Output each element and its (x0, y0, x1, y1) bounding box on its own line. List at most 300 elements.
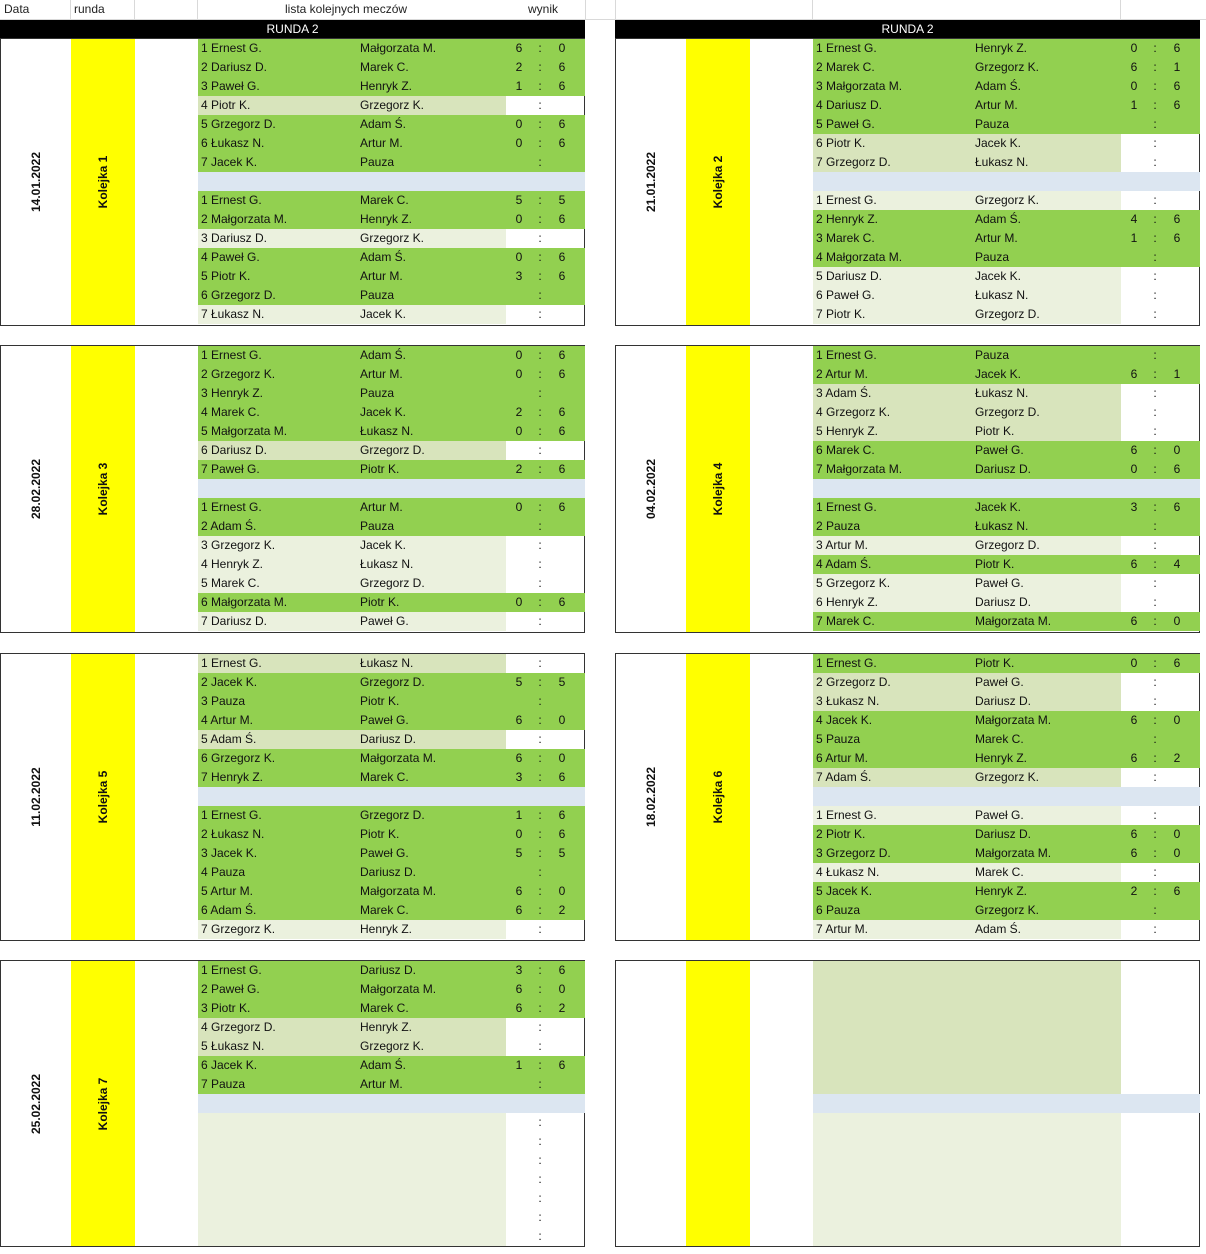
score-1[interactable]: 0 (515, 136, 523, 150)
match-row[interactable] (198, 961, 585, 980)
score-1[interactable]: 0 (515, 367, 523, 381)
match-row[interactable] (198, 999, 585, 1018)
match-row[interactable] (813, 441, 1200, 460)
score-2[interactable] (546, 612, 578, 631)
match-row[interactable] (813, 749, 1200, 768)
match-row[interactable] (813, 574, 1200, 593)
score-1[interactable] (504, 555, 534, 574)
score-1[interactable] (1119, 730, 1149, 749)
score-2[interactable] (1161, 920, 1193, 939)
score-2[interactable]: 6 (558, 348, 566, 362)
score-2[interactable]: 2 (1173, 751, 1181, 765)
score-1[interactable] (1119, 134, 1149, 153)
score-1[interactable]: 6 (1130, 557, 1138, 571)
match-row[interactable] (198, 1189, 585, 1208)
score-1[interactable]: 0 (1130, 462, 1138, 476)
score-1[interactable]: 6 (1130, 846, 1138, 860)
score-2[interactable] (1161, 384, 1193, 403)
score-1[interactable] (1119, 517, 1149, 536)
score-1[interactable] (504, 96, 534, 115)
score-2[interactable] (1161, 806, 1193, 825)
score-1[interactable]: 0 (1130, 79, 1138, 93)
score-1[interactable] (1119, 267, 1149, 286)
score-2[interactable] (1161, 692, 1193, 711)
score-1[interactable] (1119, 248, 1149, 267)
match-row[interactable] (198, 39, 585, 58)
score-1[interactable]: 6 (515, 884, 523, 898)
score-1[interactable]: 0 (515, 348, 523, 362)
score-1[interactable] (504, 1018, 534, 1037)
score-2[interactable] (546, 517, 578, 536)
score-1[interactable]: 2 (515, 462, 523, 476)
match-row[interactable] (198, 134, 585, 153)
score-1[interactable] (504, 229, 534, 248)
score-1[interactable]: 6 (1130, 827, 1138, 841)
score-2[interactable]: 0 (1173, 614, 1181, 628)
score-1[interactable]: 5 (515, 846, 523, 860)
score-1[interactable]: 3 (515, 269, 523, 283)
match-row[interactable] (198, 1227, 585, 1246)
score-2[interactable] (546, 536, 578, 555)
score-2[interactable] (546, 863, 578, 882)
score-2[interactable]: 6 (1173, 231, 1181, 245)
score-1[interactable] (504, 1170, 534, 1189)
match-row[interactable] (813, 555, 1200, 574)
score-1[interactable] (504, 1227, 534, 1246)
score-2[interactable] (546, 1113, 578, 1132)
score-1[interactable]: 5 (515, 675, 523, 689)
player-1: 6 Piotr K. (816, 136, 866, 150)
match-row[interactable] (198, 1132, 585, 1151)
score-1[interactable] (1119, 768, 1149, 787)
match-row[interactable] (198, 346, 585, 365)
score-2[interactable] (546, 1132, 578, 1151)
score-1[interactable] (504, 305, 534, 324)
score-1[interactable]: 6 (515, 1001, 523, 1015)
score-2[interactable] (1161, 574, 1193, 593)
match-row[interactable] (813, 920, 1200, 939)
score-2[interactable] (1161, 305, 1193, 324)
score-2[interactable]: 6 (558, 1058, 566, 1072)
score-2[interactable] (1161, 267, 1193, 286)
score-1[interactable] (1119, 346, 1149, 365)
score-2[interactable]: 6 (1173, 500, 1181, 514)
score-2[interactable]: 6 (558, 500, 566, 514)
score-2[interactable]: 0 (558, 41, 566, 55)
match-row[interactable] (198, 498, 585, 517)
score-2[interactable] (1161, 153, 1193, 172)
score-2[interactable]: 6 (1173, 462, 1181, 476)
match-row[interactable] (198, 441, 585, 460)
score-2[interactable]: 0 (558, 884, 566, 898)
score-1[interactable] (1119, 536, 1149, 555)
match-row[interactable] (198, 1151, 585, 1170)
score-2[interactable]: 5 (558, 193, 566, 207)
score-1[interactable] (504, 1151, 534, 1170)
score-1[interactable] (1119, 673, 1149, 692)
score-1[interactable] (1119, 305, 1149, 324)
match-row[interactable] (198, 384, 585, 403)
score-1[interactable]: 6 (1130, 614, 1138, 628)
score-1[interactable] (504, 286, 534, 305)
score-2[interactable]: 6 (1173, 656, 1181, 670)
score-2[interactable]: 5 (558, 675, 566, 689)
score-1[interactable]: 0 (515, 595, 523, 609)
score-2[interactable] (546, 1227, 578, 1246)
score-2[interactable] (546, 555, 578, 574)
score-1[interactable] (1119, 153, 1149, 172)
match-row[interactable] (813, 844, 1200, 863)
score-1[interactable] (504, 153, 534, 172)
score-1[interactable]: 5 (515, 193, 523, 207)
score-2[interactable] (1161, 593, 1193, 612)
match-row[interactable] (813, 210, 1200, 229)
match-row[interactable] (813, 593, 1200, 612)
score-1[interactable] (504, 730, 534, 749)
match-row[interactable] (813, 612, 1200, 631)
score-2[interactable]: 4 (1173, 557, 1181, 571)
match-row[interactable] (198, 555, 585, 574)
score-2[interactable]: 0 (558, 751, 566, 765)
score-1[interactable]: 6 (515, 713, 523, 727)
score-2[interactable]: 2 (558, 903, 566, 917)
score-1[interactable] (1119, 574, 1149, 593)
score-2[interactable]: 6 (558, 963, 566, 977)
score-1[interactable] (504, 1037, 534, 1056)
score-2[interactable]: 6 (558, 595, 566, 609)
match-row[interactable] (198, 882, 585, 901)
score-2[interactable] (546, 96, 578, 115)
score-2[interactable]: 0 (558, 713, 566, 727)
score-2[interactable] (546, 1170, 578, 1189)
match-row[interactable] (198, 768, 585, 787)
match-row[interactable] (198, 711, 585, 730)
match-row[interactable] (813, 692, 1200, 711)
score-separator: : (1153, 732, 1157, 746)
score-1[interactable] (504, 612, 534, 631)
match-row[interactable] (198, 1018, 585, 1037)
score-1[interactable]: 0 (515, 212, 523, 226)
match-row[interactable] (813, 825, 1200, 844)
score-1[interactable] (504, 1208, 534, 1227)
score-2[interactable] (546, 384, 578, 403)
match-row[interactable] (198, 229, 585, 248)
score-1[interactable] (504, 384, 534, 403)
score-1[interactable]: 6 (515, 41, 523, 55)
match-row[interactable] (813, 654, 1200, 673)
match-row[interactable] (198, 1113, 585, 1132)
score-1[interactable]: 1 (515, 808, 523, 822)
score-2[interactable]: 6 (1173, 79, 1181, 93)
score-1[interactable] (1119, 806, 1149, 825)
score-1[interactable]: 0 (515, 424, 523, 438)
score-1[interactable] (1119, 115, 1149, 134)
score-2[interactable]: 6 (558, 212, 566, 226)
score-2[interactable]: 6 (1173, 212, 1181, 226)
score-1[interactable]: 0 (515, 500, 523, 514)
match-row[interactable] (198, 115, 585, 134)
score-2[interactable] (1161, 863, 1193, 882)
match-row[interactable] (198, 593, 585, 612)
score-1[interactable]: 6 (1130, 60, 1138, 74)
score-2[interactable] (546, 920, 578, 939)
match-row[interactable] (813, 58, 1200, 77)
match-row[interactable] (813, 517, 1200, 536)
score-2[interactable] (546, 441, 578, 460)
score-1[interactable]: 1 (1130, 231, 1138, 245)
match-row[interactable] (813, 115, 1200, 134)
score-1[interactable]: 6 (1130, 751, 1138, 765)
match-row[interactable] (813, 153, 1200, 172)
score-1[interactable] (504, 1189, 534, 1208)
score-1[interactable] (1119, 403, 1149, 422)
match-row[interactable] (198, 844, 585, 863)
score-1[interactable]: 0 (1130, 41, 1138, 55)
match-row[interactable] (198, 920, 585, 939)
score-2[interactable]: 6 (558, 250, 566, 264)
score-1[interactable] (504, 1132, 534, 1151)
score-1[interactable] (1119, 422, 1149, 441)
match-cells (198, 749, 585, 768)
score-1[interactable] (1119, 593, 1149, 612)
score-2[interactable]: 6 (558, 462, 566, 476)
score-1[interactable] (1119, 384, 1149, 403)
score-1[interactable]: 0 (515, 117, 523, 131)
score-1[interactable]: 2 (515, 405, 523, 419)
score-2[interactable]: 6 (558, 808, 566, 822)
score-2[interactable] (546, 692, 578, 711)
match-row[interactable] (198, 654, 585, 673)
score-1[interactable]: 3 (515, 963, 523, 977)
match-row[interactable] (813, 673, 1200, 692)
match-row[interactable] (813, 806, 1200, 825)
match-row[interactable] (813, 460, 1200, 479)
match-row[interactable] (198, 749, 585, 768)
match-row[interactable] (198, 517, 585, 536)
match-row[interactable] (198, 692, 585, 711)
score-2[interactable] (546, 305, 578, 324)
match-row[interactable] (813, 498, 1200, 517)
match-row[interactable] (813, 229, 1200, 248)
score-2[interactable] (546, 1018, 578, 1037)
match-row[interactable] (813, 305, 1200, 324)
score-2[interactable]: 6 (558, 79, 566, 93)
score-2[interactable]: 5 (558, 846, 566, 860)
score-2[interactable] (546, 153, 578, 172)
score-1[interactable]: 3 (515, 770, 523, 784)
match-row[interactable] (813, 768, 1200, 787)
score-2[interactable] (1161, 403, 1193, 422)
score-2[interactable] (546, 1151, 578, 1170)
score-2[interactable]: 6 (558, 405, 566, 419)
score-2[interactable]: 2 (558, 1001, 566, 1015)
score-2[interactable] (546, 654, 578, 673)
match-row[interactable] (198, 863, 585, 882)
score-1[interactable]: 6 (1130, 443, 1138, 457)
score-2[interactable]: 6 (1173, 884, 1181, 898)
score-2[interactable] (1161, 191, 1193, 210)
score-2[interactable] (1161, 248, 1193, 267)
match-row[interactable] (198, 305, 585, 324)
score-2[interactable] (1161, 422, 1193, 441)
match-row[interactable] (198, 210, 585, 229)
match-row[interactable] (198, 1075, 585, 1094)
match-row[interactable] (198, 825, 585, 844)
score-1[interactable] (504, 654, 534, 673)
match-row[interactable] (198, 77, 585, 96)
score-1[interactable]: 1 (515, 1058, 523, 1072)
match-row[interactable] (813, 365, 1200, 384)
match-row[interactable] (198, 403, 585, 422)
score-1[interactable] (504, 1113, 534, 1132)
match-row[interactable] (198, 267, 585, 286)
match-row[interactable] (813, 536, 1200, 555)
score-1[interactable]: 3 (1130, 500, 1138, 514)
match-row[interactable] (813, 403, 1200, 422)
match-row[interactable] (198, 673, 585, 692)
score-2[interactable] (1161, 730, 1193, 749)
score-2[interactable]: 0 (1173, 443, 1181, 457)
score-2[interactable] (546, 1037, 578, 1056)
score-2[interactable] (1161, 536, 1193, 555)
score-1[interactable] (504, 920, 534, 939)
match-row[interactable] (813, 711, 1200, 730)
match-row[interactable] (198, 422, 585, 441)
match-row[interactable] (198, 574, 585, 593)
score-2[interactable]: 6 (558, 117, 566, 131)
score-2[interactable]: 0 (1173, 827, 1181, 841)
match-row[interactable] (813, 96, 1200, 115)
score-1[interactable]: 0 (1130, 656, 1138, 670)
score-2[interactable] (1161, 517, 1193, 536)
score-2[interactable] (1161, 673, 1193, 692)
score-2[interactable] (546, 574, 578, 593)
score-1[interactable] (1119, 191, 1149, 210)
score-2[interactable]: 1 (1173, 367, 1181, 381)
score-1[interactable]: 1 (515, 79, 523, 93)
score-1[interactable] (1119, 920, 1149, 939)
score-2[interactable]: 6 (558, 136, 566, 150)
match-row[interactable] (813, 286, 1200, 305)
match-row[interactable] (198, 612, 585, 631)
score-1[interactable] (1119, 286, 1149, 305)
score-1[interactable]: 6 (515, 751, 523, 765)
score-2[interactable] (1161, 901, 1193, 920)
score-1[interactable] (504, 692, 534, 711)
match-row[interactable] (198, 1170, 585, 1189)
score-2[interactable] (546, 730, 578, 749)
score-1[interactable]: 4 (1130, 212, 1138, 226)
match-row[interactable] (813, 422, 1200, 441)
score-2[interactable] (546, 1208, 578, 1227)
score-1[interactable] (504, 536, 534, 555)
match-row[interactable] (198, 248, 585, 267)
player-2: Adam Ś. (360, 1058, 407, 1072)
score-2[interactable]: 0 (1173, 846, 1181, 860)
score-2[interactable]: 6 (558, 60, 566, 74)
match-row[interactable] (198, 1037, 585, 1056)
match-row[interactable] (198, 365, 585, 384)
score-1[interactable]: 6 (1130, 367, 1138, 381)
score-2[interactable]: 6 (558, 269, 566, 283)
score-1[interactable] (504, 863, 534, 882)
score-1[interactable]: 0 (515, 827, 523, 841)
match-row[interactable] (198, 96, 585, 115)
score-2[interactable] (546, 1189, 578, 1208)
score-2[interactable]: 0 (558, 982, 566, 996)
score-1[interactable]: 2 (515, 60, 523, 74)
match-row[interactable] (813, 346, 1200, 365)
match-row[interactable] (198, 980, 585, 999)
match-row[interactable] (198, 191, 585, 210)
score-1[interactable] (1119, 692, 1149, 711)
score-1[interactable] (504, 1075, 534, 1094)
score-1[interactable]: 1 (1130, 98, 1138, 112)
score-2[interactable]: 6 (558, 424, 566, 438)
match-cells (198, 1113, 585, 1132)
score-2[interactable] (1161, 134, 1193, 153)
score-1[interactable]: 2 (1130, 884, 1138, 898)
match-row[interactable] (198, 1208, 585, 1227)
score-2[interactable]: 1 (1173, 60, 1181, 74)
match-row[interactable] (813, 191, 1200, 210)
score-2[interactable]: 6 (1173, 98, 1181, 112)
score-2[interactable] (1161, 768, 1193, 787)
score-2[interactable] (1161, 286, 1193, 305)
score-2[interactable] (1161, 346, 1193, 365)
score-2[interactable] (546, 1075, 578, 1094)
match-row[interactable] (813, 882, 1200, 901)
score-2[interactable]: 6 (558, 367, 566, 381)
match-row[interactable] (198, 153, 585, 172)
match-row[interactable] (813, 77, 1200, 96)
score-1[interactable] (1119, 863, 1149, 882)
score-2[interactable] (546, 229, 578, 248)
match-row[interactable] (198, 460, 585, 479)
score-2[interactable]: 6 (558, 770, 566, 784)
score-1[interactable]: 6 (515, 903, 523, 917)
match-row[interactable] (813, 901, 1200, 920)
match-row[interactable] (813, 863, 1200, 882)
score-2[interactable]: 6 (1173, 41, 1181, 55)
score-2[interactable]: 6 (558, 827, 566, 841)
score-1[interactable]: 6 (515, 982, 523, 996)
score-1[interactable] (504, 574, 534, 593)
match-row[interactable] (198, 730, 585, 749)
match-row[interactable] (813, 730, 1200, 749)
match-row[interactable] (198, 1056, 585, 1075)
score-1[interactable] (504, 517, 534, 536)
match-row[interactable] (198, 901, 585, 920)
score-1[interactable]: 0 (515, 250, 523, 264)
match-row[interactable] (813, 267, 1200, 286)
score-2[interactable] (546, 286, 578, 305)
match-row[interactable] (198, 806, 585, 825)
match-row[interactable] (813, 248, 1200, 267)
match-row[interactable] (813, 39, 1200, 58)
match-row[interactable] (198, 58, 585, 77)
match-row[interactable] (198, 536, 585, 555)
score-1[interactable]: 6 (1130, 713, 1138, 727)
score-1[interactable] (1119, 901, 1149, 920)
score-2[interactable] (1161, 115, 1193, 134)
score-2[interactable]: 0 (1173, 713, 1181, 727)
match-row[interactable] (813, 134, 1200, 153)
score-1[interactable] (504, 441, 534, 460)
match-row[interactable] (813, 384, 1200, 403)
score-separator: : (1153, 231, 1157, 245)
match-row[interactable] (198, 286, 585, 305)
